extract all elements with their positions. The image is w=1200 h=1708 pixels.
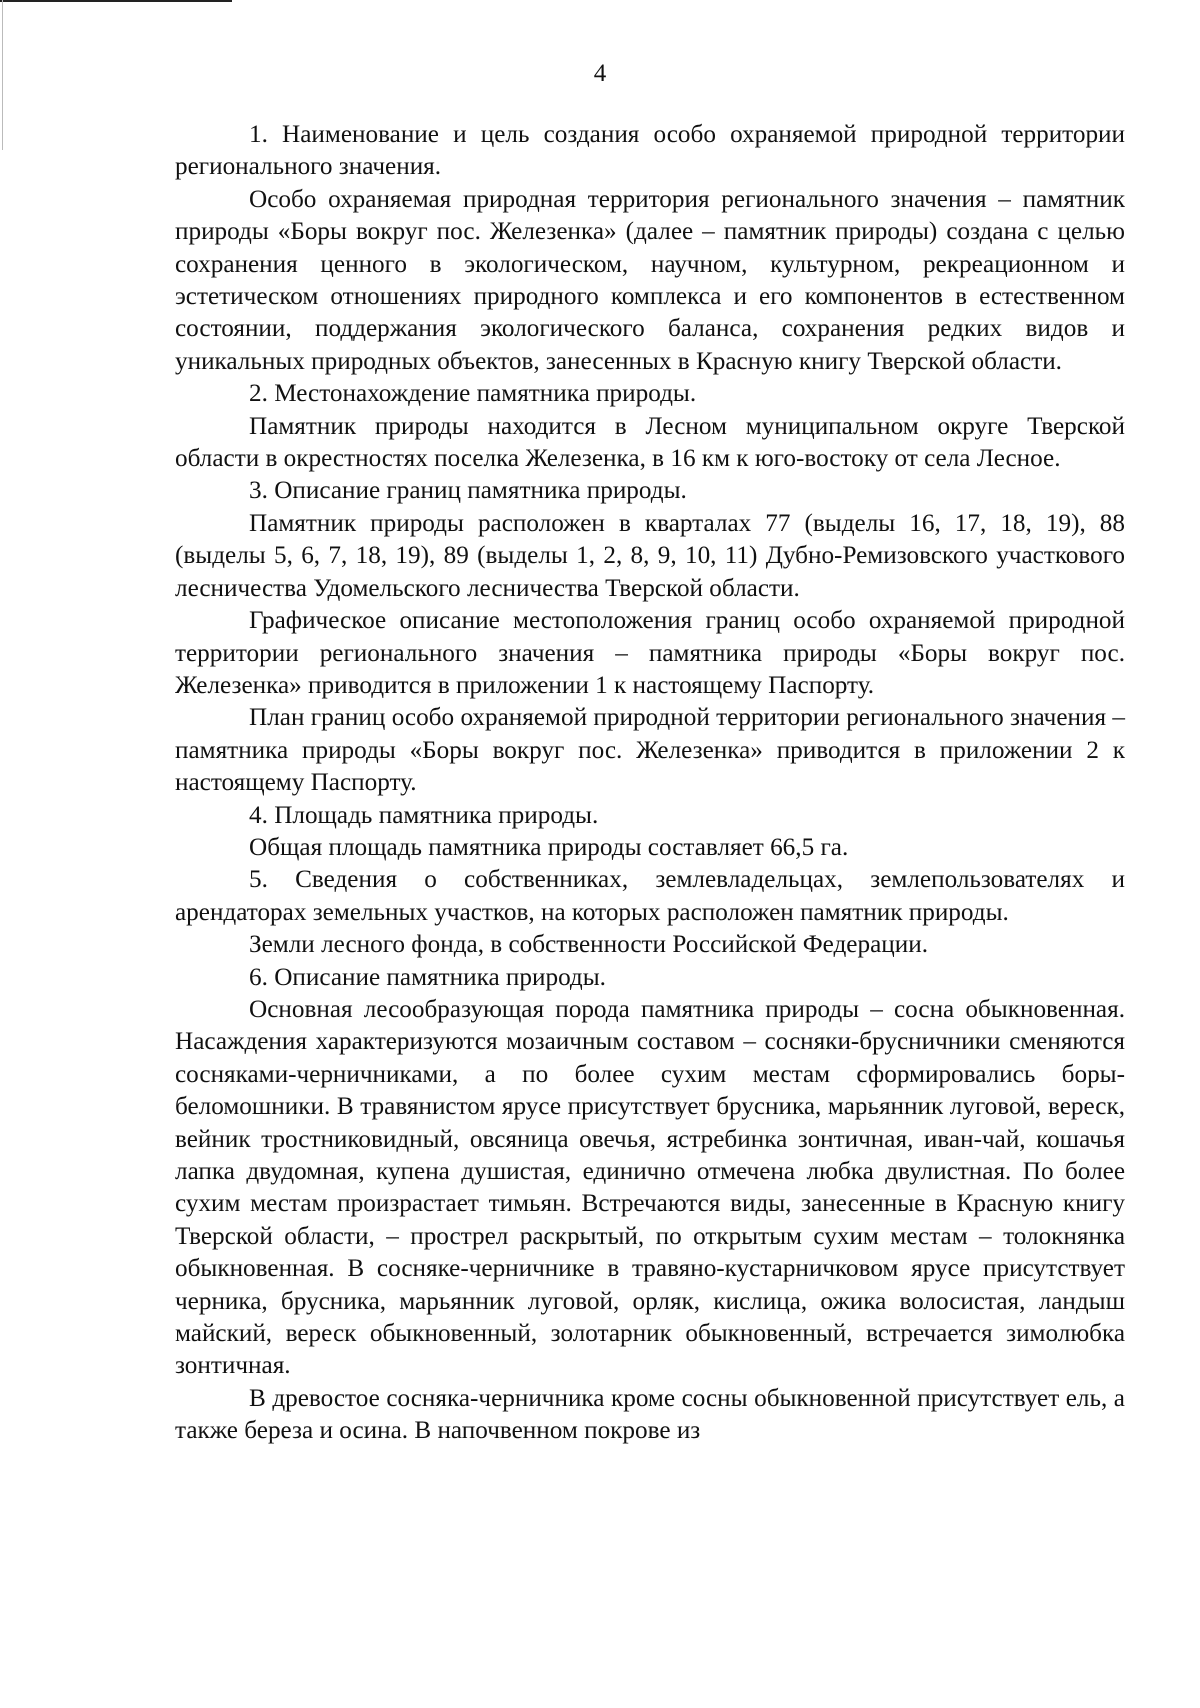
top-border-line bbox=[0, 0, 232, 2]
section-1-text: Особо охраняемая природная территория регионального значения – памятник природы «Боры вокруг пос. Железенка» (далее – памятник природы) создана с целью сохранения ценного в экологическом, научном, культурном, рекреационном и эстетическом отношениях природного комплекса и его компонентов в естественном состоянии, поддержания экологического баланса, сохранения редких видов и уникальных природных объектов, занесенных в Красную книгу Тверской области. bbox=[175, 185, 1125, 375]
section-3-boundary-plan: План границ особо охраняемой природной территории регионального значения – памятника природы «Боры вокруг пос. Железенка» приводится в приложении 2 к настоящему Паспорту. bbox=[175, 704, 1125, 797]
section-6-text: Основная лесообразующая порода памятника природы – сосна обыкновенная. Насаждения характеризуются мозаичным составом – сосняки-брусничники сменяются сосняками-черничниками, а по более сухим местам сформировались боры-беломошники. В травянистом ярусе присутствует брусника, марьянник луговой, вереск, вейник тростниковидный, овсяница овечья, ястребинка зонтичная, иван-чай, кошачья лапка двудомная, купена душистая, единично отмечена любка двулистная. По более сухим местам произрастает тимьян. Встречаются виды, занесенные в Красную книгу Тверской области, – прострел раскрытый, по открытым сухим местам – толокнянка обыкновенная. В сосняке-черничнике в травяно-кустарничковом ярусе присутствует черника, брусника, марьянник луговой, орляк, кислица, ожика волосистая, ландыш майский, вереск обыкновенный, золотарник обыкновенный, встречается зимолюбка зонтичная. bbox=[175, 995, 1125, 1380]
section-3-heading: 3. Описание границ памятника природы. bbox=[249, 477, 687, 505]
document-body bbox=[175, 119, 1125, 1448]
section-6-text-continued: В древостое сосняка-черничника кроме сосны обыкновенной присутствует ель, а также береза и осина. В напочвенном покрове из bbox=[175, 1384, 1125, 1445]
section-4-text: Общая площадь памятника природы составляет 66,5 га. bbox=[249, 833, 849, 861]
section-5-heading: 5. Сведения о собственниках, землевладельцах, землепользователях и арендаторах земельных участков, на которых расположен памятник природы. bbox=[175, 866, 1125, 926]
section-2-text: Памятник природы находится в Лесном муниципальном округе Тверской области в окрестностях поселка Железенка, в 16 км к юго-востоку от села Лесное. bbox=[175, 412, 1125, 473]
section-4-heading: 4. Площадь памятника природы. bbox=[249, 801, 599, 829]
section-5-text: Земли лесного фонда, в собственности Российской Федерации. bbox=[249, 931, 928, 959]
section-2-heading: 2. Местонахождение памятника природы. bbox=[249, 380, 697, 408]
page-number: 4 bbox=[593, 60, 607, 87]
section-3-graphic-description: Графическое описание местоположения границ особо охраняемой природной территории регионального значения – памятника природы «Боры вокруг пос. Железенка» приводится в приложении 1 к настоящему Паспорту. bbox=[175, 607, 1125, 699]
section-3-text: Памятник природы расположен в кварталах 77 (выделы 16, 17, 18, 19), 88 (выделы 5, 6, 7, 18, 19), 89 (выделы 1, 2, 8, 9, 10, 11) Дубно-Ремизовского участкового лесничества Удомельского лесничества Тверской области. bbox=[175, 509, 1125, 602]
section-1-heading: 1. Наименование и цель создания особо охраняемой природной территории регионального значения. bbox=[175, 121, 1125, 181]
section-6-heading: 6. Описание памятника природы. bbox=[249, 963, 606, 991]
